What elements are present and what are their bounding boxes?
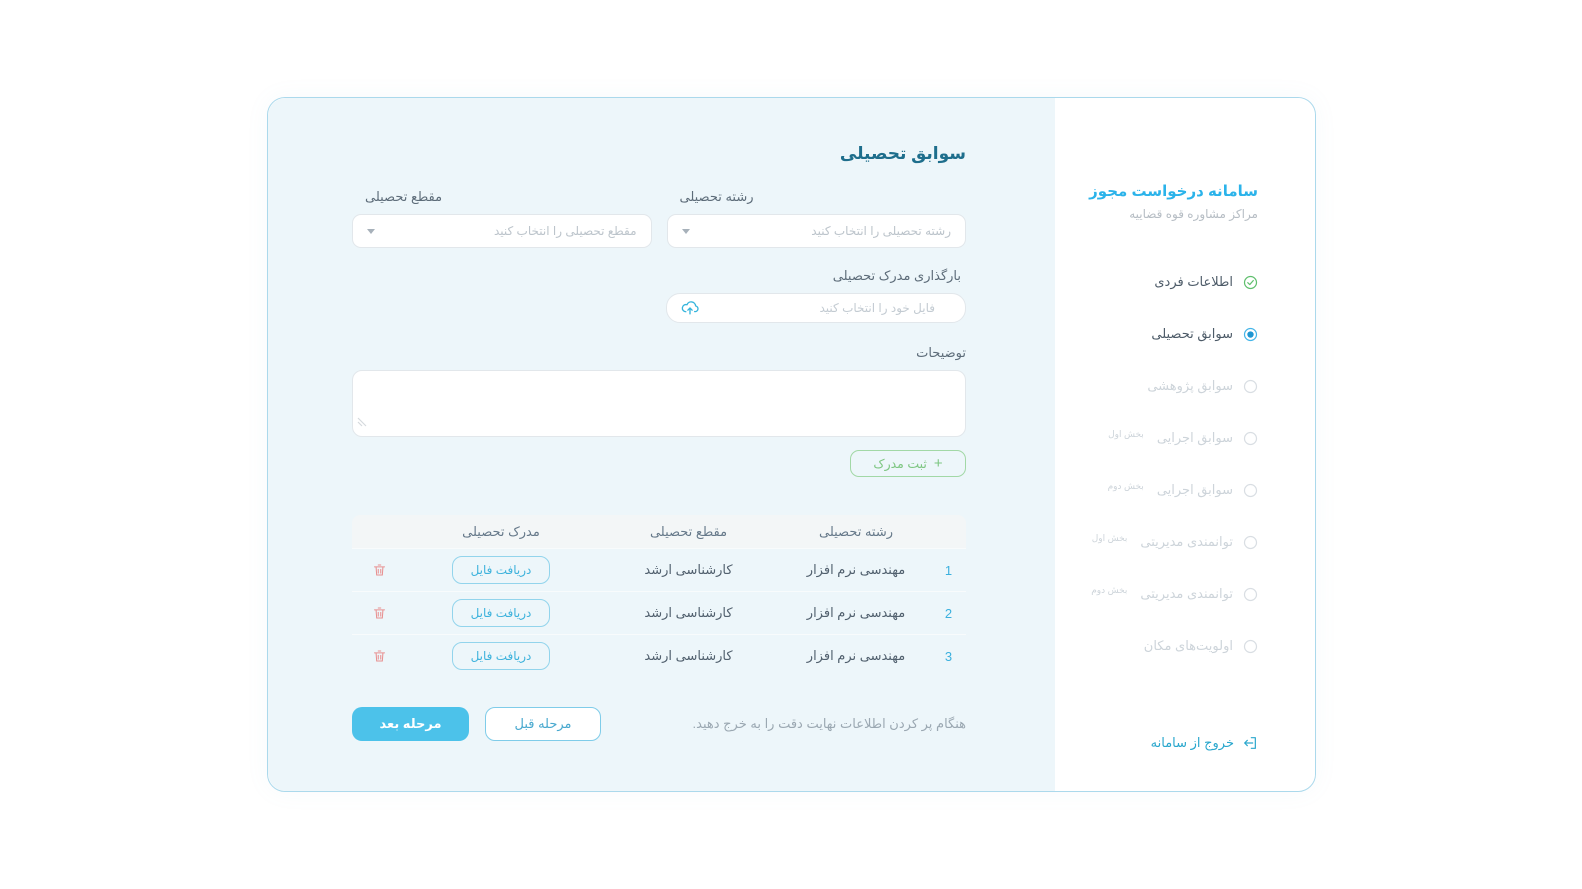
submit-record-button[interactable]: [850, 450, 966, 477]
circle-icon: [1243, 639, 1258, 654]
upload-placeholder: فایل خود را انتخاب کنید: [819, 301, 935, 315]
field-of-study-select[interactable]: [667, 214, 967, 248]
step-management-capability-1: [1055, 529, 1258, 555]
degree-level-select[interactable]: [352, 214, 652, 248]
table-header-row: [352, 515, 966, 548]
previous-step-button[interactable]: مرحله قبل: [485, 707, 601, 741]
step-label: سوابق اجرایی: [1156, 482, 1233, 497]
trash-icon[interactable]: [372, 648, 387, 664]
cloud-upload-icon: [680, 298, 700, 323]
step-label: سوابق اجرایی: [1156, 430, 1233, 445]
row-index: 1: [944, 562, 953, 578]
description-textarea[interactable]: [352, 370, 966, 437]
education-records-panel: [268, 98, 1055, 791]
row-field: مهندسی نرم افزار: [806, 562, 906, 577]
trash-icon[interactable]: [372, 605, 387, 621]
degree-level-label: مقطع تحصیلی: [365, 189, 443, 204]
table-row: [352, 634, 966, 677]
chevron-down-icon: [682, 229, 690, 234]
step-education-records[interactable]: [1055, 321, 1258, 347]
plus-icon: +: [933, 455, 943, 472]
row-level: کارشناسی ارشد: [644, 648, 733, 663]
description-label: توضیحات: [916, 345, 966, 360]
chevron-down-icon: [367, 229, 375, 234]
steps-list: [1055, 269, 1258, 659]
step-research-records: [1055, 373, 1258, 399]
radio-selected-icon: [1243, 327, 1258, 342]
circle-icon: [1243, 587, 1258, 602]
step-executive-records-2: [1055, 477, 1258, 503]
step-label: توانمندی مدیریتی: [1140, 534, 1233, 549]
table-row: [352, 591, 966, 634]
row-index: 2: [944, 605, 953, 621]
circle-icon: [1243, 483, 1258, 498]
header-field: رشته تحصیلی: [818, 523, 894, 539]
header-level: مقطع تحصیلی: [649, 523, 728, 539]
description-field-wrap: [352, 370, 966, 437]
trash-icon[interactable]: [372, 562, 387, 578]
footer-hint-text: هنگام پر کردن اطلاعات نهایت دقت را به خرج دهید.: [692, 716, 966, 731]
degree-level-group: [352, 189, 652, 248]
upload-group: [666, 268, 966, 323]
app-title: سامانه درخواست مجوز: [1089, 183, 1258, 200]
submit-record-label: ثبت مدرک: [873, 457, 927, 471]
license-request-card: [267, 97, 1316, 792]
check-circle-icon: [1243, 275, 1258, 290]
step-label: اطلاعات فردی: [1154, 274, 1233, 289]
page-title: سوابق تحصیلی: [839, 144, 966, 163]
step-label: سوابق تحصیلی: [1151, 326, 1233, 341]
circle-icon: [1243, 431, 1258, 446]
step-label: سوابق پژوهشی: [1147, 378, 1233, 393]
download-file-button[interactable]: دریافت فایل: [452, 599, 550, 627]
step-executive-records-1: [1055, 425, 1258, 451]
step-sub-label: بخش اول: [1108, 428, 1144, 439]
field-of-study-group: [667, 189, 967, 248]
step-label: اولویت‌های مکان: [1143, 638, 1233, 653]
row-field: مهندسی نرم افزار: [806, 648, 906, 663]
logout-button[interactable]: [1151, 735, 1258, 751]
field-of-study-label: رشته تحصیلی: [679, 189, 754, 204]
resize-handle-icon[interactable]: [357, 414, 367, 432]
next-step-button[interactable]: مرحله بعد: [352, 707, 469, 741]
circle-icon: [1243, 379, 1258, 394]
header-certificate: مدرک تحصیلی: [462, 523, 540, 539]
row-level: کارشناسی ارشد: [644, 562, 733, 577]
steps-sidebar: [1055, 98, 1315, 791]
table-row: [352, 548, 966, 591]
field-of-study-placeholder: رشته تحصیلی را انتخاب کنید: [811, 224, 951, 238]
row-field: مهندسی نرم افزار: [806, 605, 906, 620]
step-sub-label: بخش اول: [1091, 532, 1128, 543]
download-file-button[interactable]: دریافت فایل: [452, 642, 550, 670]
row-index: 3: [944, 648, 953, 664]
file-upload-input[interactable]: [666, 293, 966, 323]
select-fields-row: [352, 189, 966, 248]
logout-icon: [1242, 735, 1258, 751]
degree-level-placeholder: مقطع تحصیلی را انتخاب کنید: [493, 224, 637, 238]
upload-row: [352, 268, 966, 323]
records-table: [352, 515, 966, 677]
app-subtitle: مراکز مشاوره قوه قضاییه: [1129, 207, 1258, 221]
upload-label: بارگذاری مدرک تحصیلی: [832, 268, 961, 283]
row-level: کارشناسی ارشد: [644, 605, 733, 620]
circle-icon: [1243, 535, 1258, 550]
logout-label: خروج از سامانه: [1150, 735, 1234, 750]
step-sub-label: بخش دوم: [1107, 480, 1144, 491]
download-file-button[interactable]: دریافت فایل: [452, 556, 550, 584]
form-footer: [352, 707, 966, 741]
step-location-priorities: [1055, 633, 1258, 659]
step-personal-info[interactable]: [1055, 269, 1258, 295]
step-management-capability-2: [1055, 581, 1258, 607]
step-sub-label: بخش دوم: [1091, 584, 1128, 595]
step-label: توانمندی مدیریتی: [1140, 586, 1233, 601]
